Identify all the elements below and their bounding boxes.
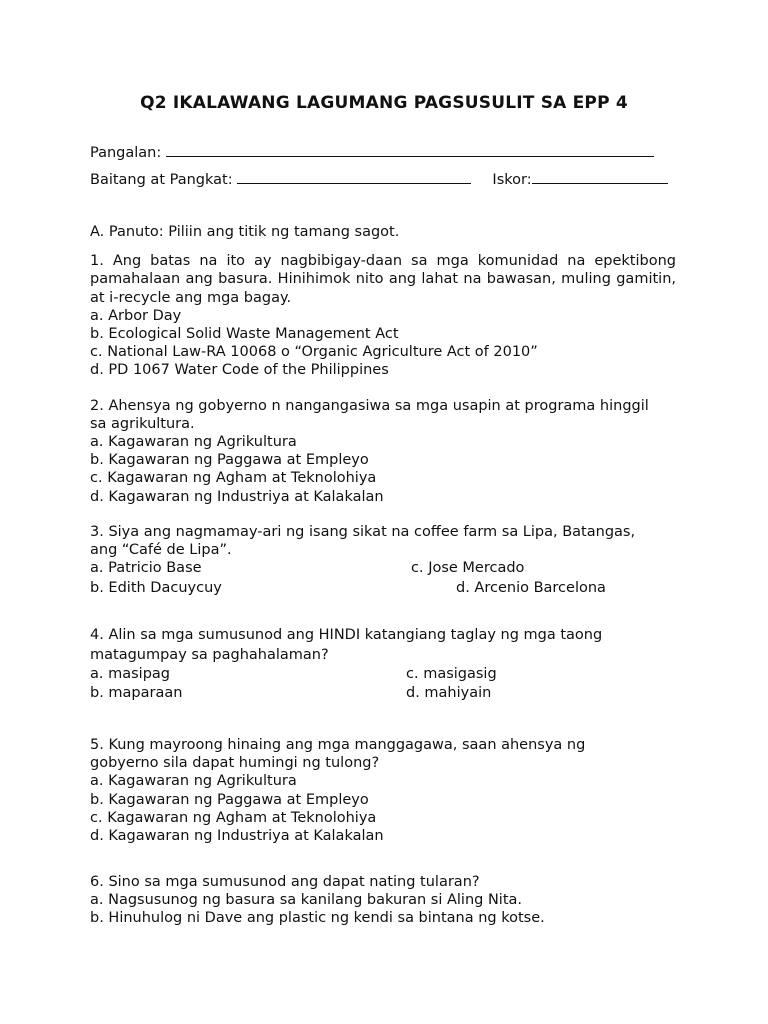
- q5-choice-a: a. Kagawaran ng Agrikultura: [90, 773, 297, 789]
- q2-choice-a: a. Kagawaran ng Agrikultura: [90, 434, 297, 450]
- q6-choice-b: b. Hinuhulog ni Dave ang plastic ng kendi sa bintana ng kotse.: [90, 910, 545, 926]
- q1-choice-c: c. National Law-RA 10068 o “Organic Agriculture Act of 2010”: [90, 344, 538, 360]
- name-row: [90, 142, 654, 162]
- question-5-stem-line1: 5. Kung mayroong hinaing ang mga manggagawa, saan ahensya ng: [90, 737, 586, 753]
- q1-choice-a: a. Arbor Day: [90, 308, 182, 324]
- q4-choice-c: c. masigasig: [406, 666, 497, 682]
- q5-choice-d: d. Kagawaran ng Industriya at Kalakalan: [90, 828, 384, 844]
- instruction: A. Panuto: Piliin ang titik ng tamang sagot.: [90, 224, 400, 240]
- q3-choice-a: a. Patricio Base: [90, 560, 202, 576]
- question-3-stem-line2: ang “Café de Lipa”.: [90, 542, 232, 558]
- q3-choice-b: b. Edith Dacuycuy: [90, 580, 222, 596]
- question-1-stem: 1. Ang batas na ito ay nagbibigay-daan sa mga komunidad na epektibong pamahalaan ang basura. Hinihimok nito ang lahat na bawasan, muling gamitin, at i-recycle ang mga bagay.: [90, 253, 676, 306]
- q1-choice-d: d. PD 1067 Water Code of the Philippines: [90, 362, 389, 378]
- q5-choice-c: c. Kagawaran ng Agham at Teknolohiya: [90, 810, 377, 826]
- q2-choice-c: c. Kagawaran ng Agham at Teknolohiya: [90, 470, 377, 486]
- q2-choice-b: b. Kagawaran ng Paggawa at Empleyo: [90, 452, 369, 468]
- question-4-stem-line2: matagumpay sa paghahalaman?: [90, 647, 329, 663]
- q1-choice-b: b. Ecological Solid Waste Management Act: [90, 326, 399, 342]
- q4-choice-b: b. maparaan: [90, 685, 183, 701]
- name-label: Pangalan:: [90, 145, 162, 161]
- grade-blank[interactable]: [237, 169, 471, 184]
- name-blank[interactable]: [166, 142, 654, 157]
- q3-choice-d: d. Arcenio Barcelona: [456, 580, 606, 596]
- q4-choice-d: d. mahiyain: [406, 685, 492, 701]
- q6-choice-a: a. Nagsusunog ng basura sa kanilang bakuran si Aling Nita.: [90, 892, 523, 908]
- question-2-stem-line2: sa agrikultura.: [90, 416, 195, 432]
- question-3-stem-line1: 3. Siya ang nagmamay-ari ng isang sikat na coffee farm sa Lipa, Batangas,: [90, 524, 636, 540]
- grade-label: Baitang at Pangkat:: [90, 172, 233, 188]
- q2-choice-d: d. Kagawaran ng Industriya at Kalakalan: [90, 489, 384, 505]
- grade-row: [90, 169, 668, 189]
- q4-choice-a: a. masipag: [90, 666, 170, 682]
- page-title: Q2 IKALAWANG LAGUMANG PAGSUSULIT SA EPP 4: [140, 93, 628, 113]
- q5-choice-b: b. Kagawaran ng Paggawa at Empleyo: [90, 792, 369, 808]
- score-label: Iskor:: [492, 172, 532, 188]
- question-6-stem: 6. Sino sa mga sumusunod ang dapat nating tularan?: [90, 874, 480, 890]
- question-5-stem-line2: gobyerno sila dapat humingi ng tulong?: [90, 755, 380, 771]
- question-2-stem-line1: 2. Ahensya ng gobyerno n nangangasiwa sa mga usapin at programa hinggil: [90, 398, 649, 414]
- question-4-stem-line1: 4. Alin sa mga sumusunod ang HINDI katangiang taglay ng mga taong: [90, 627, 603, 643]
- score-blank[interactable]: [532, 169, 668, 184]
- q3-choice-c: c. Jose Mercado: [411, 560, 525, 576]
